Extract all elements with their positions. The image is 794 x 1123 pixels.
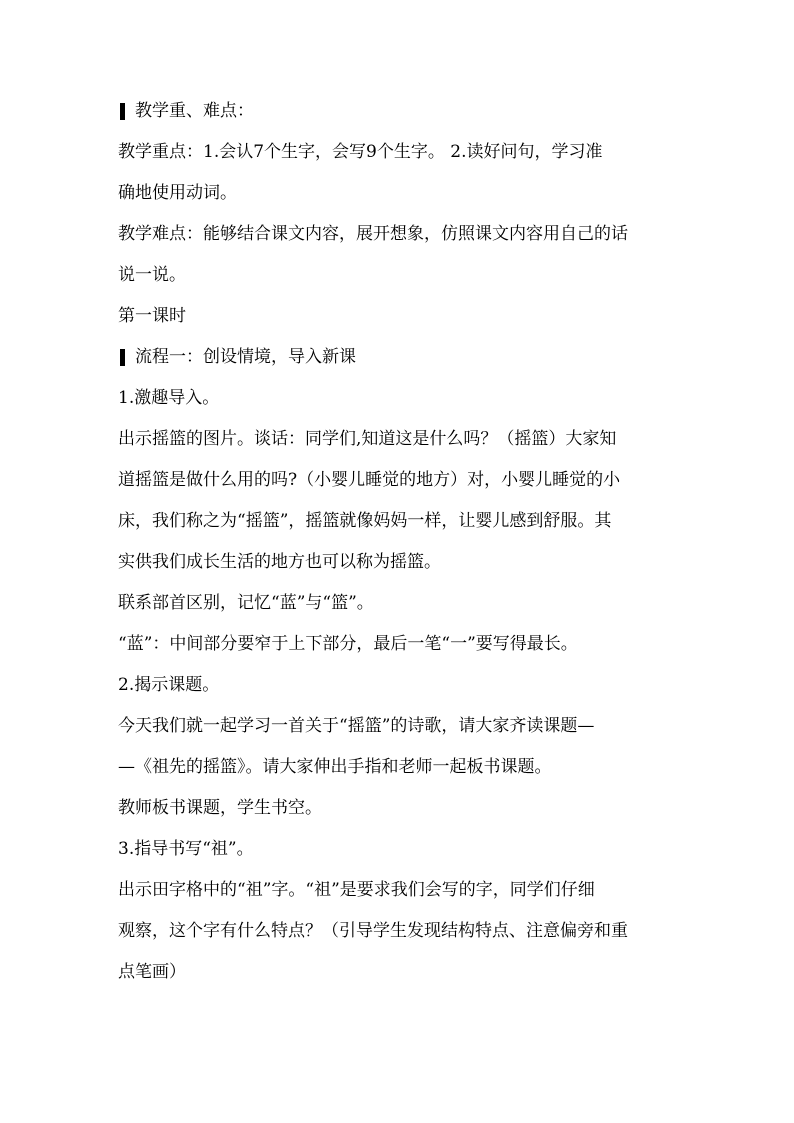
lesson-title: 第一课时 [118,306,186,326]
document-page [118,101,680,1003]
step-1-line-5: 联系部首区别，记忆“蓝”与“篮”。 [118,593,374,613]
step-1-title: 1.激趣导入。 [118,388,220,408]
step-3-line-1: 出示田字格中的“祖”字。“祖”是要求我们会写的字，同学们仔细 [118,880,595,900]
step-3-title: 3.指导书写“祖”。 [118,839,254,859]
heading-process-1 [118,347,680,367]
difficulty-line-1: 教学难点：能够结合课文内容，展开想象，仿照课文内容用自己的话 [118,224,628,244]
step-2-line-1: 今天我们就一起学习一首关于“摇篮”的诗歌，请大家齐读课题— [118,716,595,736]
step-1-line-6: “蓝”：中间部分要窄于上下部分，最后一笔“一”要写得最长。 [118,634,578,654]
key-point-line-1: 教学重点：1.会认7个生字，会写9个生字。 2.读好问句，学习准 [118,142,603,162]
step-1-line-4: 实供我们成长生活的地方也可以称为摇篮。 [118,552,441,572]
step-1-line-3: 床，我们称之为“摇篮”，摇篮就像妈妈一样，让婴儿感到舒服。其 [118,511,612,531]
step-2-line-3: 教师板书课题，学生书空。 [118,798,322,818]
step-1-line-1: 出示摇篮的图片。谈话：同学们,知道这是什么吗？（摇篮）大家知 [118,429,617,449]
heading-text: 教学重、难点： [135,101,254,121]
step-1-line-2: 道摇篮是做什么用的吗?（小婴儿睡觉的地方）对，小婴儿睡觉的小 [118,470,621,490]
heading-key-points [118,101,680,121]
step-2-line-2: —《祖先的摇篮》。请大家伸出手指和老师一起板书课题。 [118,757,552,777]
key-point-line-2: 确地使用动词。 [118,183,237,203]
step-2-title: 2.揭示课题。 [118,675,220,695]
heading-text: 流程一：创设情境，导入新课 [135,347,356,367]
step-3-line-2: 观察，这个字有什么特点？（引导学生发现结构特点、注意偏旁和重 [118,921,628,941]
difficulty-line-2: 说一说。 [118,265,186,285]
heading-bar-icon [120,349,125,366]
step-3-line-3: 点笔画） [118,962,186,982]
heading-bar-icon [120,103,125,120]
